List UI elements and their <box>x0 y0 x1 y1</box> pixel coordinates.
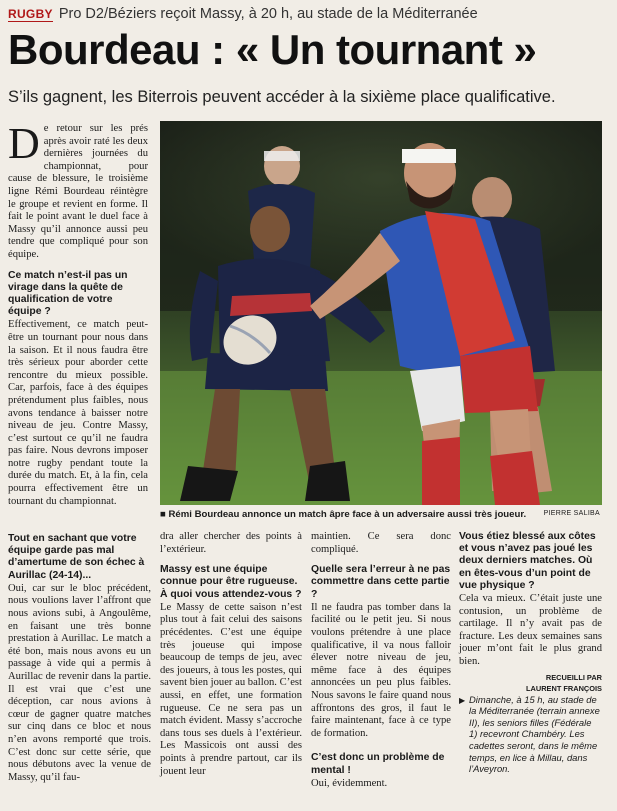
side-note: ▶ Dimanche, à 15 h, au stade de la Méditerranée (terrain annexe II), les seniors filles (Fédérale 1) recevront Chambéry. Les cadettes seront, dans le même temps, en lice à Millau, dans l’Aveyron. <box>459 693 600 775</box>
column-4-lower <box>459 531 602 775</box>
subheadline: S’ils gagnent, les Biterrois peuvent accéder à la sixième place qualificative. <box>8 88 556 106</box>
question-1: Ce match n’est-il pas un virage dans la quête de qualification de votre équipe ? <box>8 269 128 318</box>
kicker-line <box>8 6 478 22</box>
photo-caption <box>160 509 602 520</box>
photo-credit: PIERRE SALIBA <box>543 510 600 517</box>
answer-2: Oui, car sur le bloc précédent, nous voulions laver l’affront que nous avions subi, à Angoulême, en faisant une très bonne prestation à Aurillac. Le match a été bon, mais nous avons eu un passage à vide qui a permis à Aurillac de revenir dans la partie. Il est vrai que c’est une déception, car nous avions à cœur de gagner quatre matches sur cinq dans ce bloc et nous n’en avons remporté que trois. C’est donc sur cette série, que nous débutons avec la venue de Massy, qu’il fau- <box>8 582 151 783</box>
answer-2-continued: dra aller chercher des points à l’extérieur. <box>160 531 302 555</box>
rugby-photo <box>160 121 602 505</box>
answer-1: Effectivement, ce match peut-être un tournant pour nous dans la saison. Et il nous faudra être très sérieux pour aborder cette rencontre du mieux possible. Car, parfois, face à des équipes prétendument plus faibles, nous avons tendance à baisser notre niveau de jeu. Contre Massy, c’est surtout ce qu’il ne faudra pas faire. Nous devrons imposer notre rugby pendant toute la durée du match. Et, à la fin, cela pourra effectivement être un tournant du championnat. <box>8 319 148 507</box>
question-3: Massy est une équipe connue pour être rugueuse. À quoi vous attendez-vous ? <box>160 564 302 600</box>
answer-3-continued: maintien. Ce sera donc compliqué. <box>311 531 451 555</box>
column-1-lower <box>8 533 151 784</box>
answer-6: Cela va mieux. C’était juste une contusion, un problème de cartilage. Il n’y avait pas de fracture. Les deux semaines sans jouer m’ont fait le plus grand bien. <box>459 593 602 667</box>
byline: RECUEILLI PAR LAURENT FRANÇOIS <box>526 672 602 693</box>
question-5: C’est donc un problème de mental ! <box>311 752 445 776</box>
intro-paragraph: De retour sur les prés après avoir raté les deux dernières journées du championnat, pour cause de blessure, le troisième ligne Rémi Bourdeau réintègre le groupe et revient en forme. Il fait le point avant le duel face à Massy qu’il annonce aussi peu tendre que compliqué pour son équipe. <box>8 119 148 260</box>
answer-3: Le Massy de cette saison n’est plus tout à fait celui des saisons précédentes. C’est une équipe très joueuse qui impose beaucoup de temps de jeu, avec des joueurs, à tous les postes, qui savent bien jouer au ballon. C’est aussi, en effet, une formation rugueuse. Ce ne sera pas un match évident. Massy s’accroche dans tous ses duels à l’extérieur. Les Massicois ont aussi des points à prendre partout, car ils jouent leur <box>160 601 302 777</box>
headline: Bourdeau : « Un tournant » <box>8 26 537 73</box>
kicker-text: Pro D2/Béziers reçoit Massy, à 20 h, au stade de la Méditerranée <box>58 6 478 22</box>
column-3-lower <box>311 531 451 790</box>
caption-text: Rémi Bourdeau annonce un match âpre face à un adversaire aussi très joueur. <box>168 509 527 520</box>
question-4: Quelle sera l’erreur à ne pas commettre dans cette partie ? <box>311 564 451 600</box>
column-2-lower <box>160 531 302 778</box>
question-2: Tout en sachant que votre équipe garde pas mal d’amertume de son échec à Aurillac (24-14)... <box>8 533 145 581</box>
question-6: Vous étiez blessé aux côtes et vous n’avez pas joué les deux derniers matches. Où en êtes-vous d’un point de vue physique ? <box>459 531 596 591</box>
drop-cap: D <box>8 119 40 168</box>
caption-bullet: ■ <box>160 509 169 520</box>
section-tag: RUGBY <box>8 7 53 21</box>
answer-4: Il ne faudra pas tomber dans la facilité ou le petit jeu. Si nous voulons prétendre à une place qualificative, il va nous falloir élever notre niveau de jeu, même face à des équipes annoncées un peu plus faibles. Nous savons le faire quand nous affrontons des gros, il faut le faire maintenant, face à ce type de formation. <box>311 601 451 739</box>
column-1 <box>8 119 148 508</box>
answer-5: Oui, évidemment. <box>311 777 388 789</box>
note-bullet-icon: ▶ <box>459 695 466 705</box>
